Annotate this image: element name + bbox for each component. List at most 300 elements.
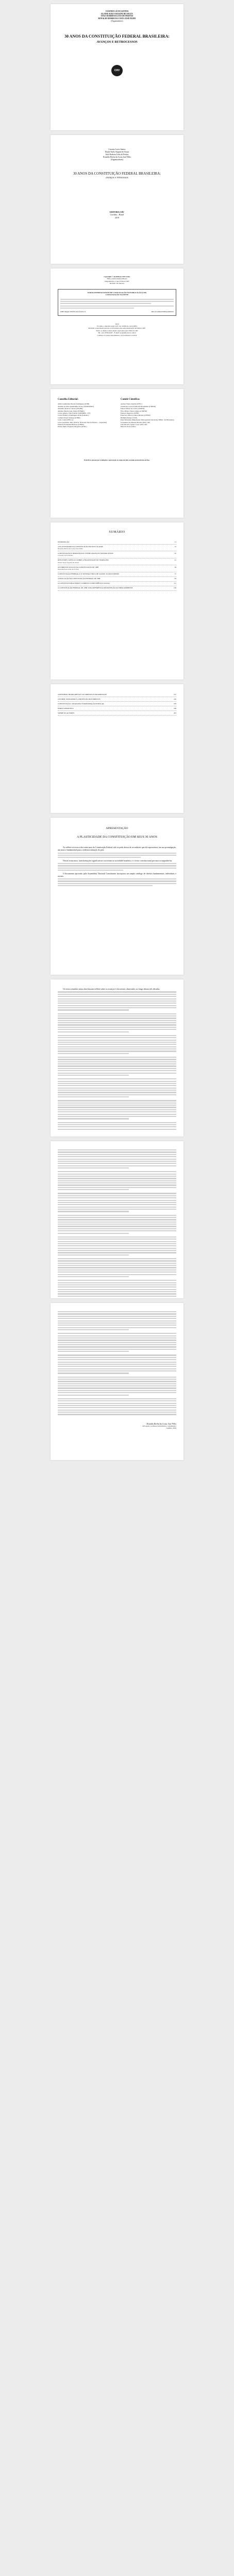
toc-entry-author: Elaine Suely Seguini de Souza	[58, 561, 79, 564]
text-line	[58, 1007, 176, 1008]
committee-member: Helmuth Krüger (UCP)	[121, 416, 138, 419]
toc-list	[58, 692, 176, 716]
text-line	[58, 1329, 129, 1330]
text-line	[58, 1159, 176, 1160]
text-line	[58, 1255, 129, 1256]
council-member: Antônio Pereira Gaio Júnior (UFRRJ)	[58, 410, 85, 412]
text-line	[58, 1094, 176, 1095]
toc-entry-page: 111	[174, 582, 176, 585]
council-heading: Conselho Editorial:	[58, 398, 79, 401]
cip-text-line	[60, 306, 174, 307]
text-line	[58, 1005, 176, 1006]
text-line	[58, 1289, 176, 1290]
toc-entry-page: 59	[174, 566, 176, 568]
toc-entry[interactable]	[58, 697, 176, 702]
text-line	[58, 1167, 129, 1168]
toc-entry[interactable]	[58, 582, 176, 586]
toc-entry-title: ÍNDICE REMISSIVO	[58, 707, 74, 709]
text-line	[58, 1233, 129, 1234]
text-block	[58, 991, 176, 1129]
toc-entry-title: A REFORMA TRABALHISTA E OS DIREITOS FUNDAMENTAIS	[58, 693, 107, 696]
council-member: Celso Conti (UFSCar)	[58, 419, 74, 421]
text-line	[58, 1291, 176, 1292]
text-line	[58, 1383, 176, 1384]
text-line	[58, 1118, 129, 1119]
text-block	[58, 1149, 176, 1297]
text-line	[58, 1154, 176, 1155]
toc-entry[interactable]	[58, 565, 176, 572]
text-line	[58, 1081, 176, 1082]
cover-author: ELAINE SUELY SEGUINI DE SOUZA	[101, 12, 133, 15]
committee-member: Edson Olivari de Castro (UNESP)	[121, 408, 145, 410]
toc-entry-title: A PLASTICIDADE DA CONSTITUIÇÃO EM SEUS 30 ANOS Ronaldo Borba da Costa José Filho	[58, 546, 169, 550]
review-credit: Revisão: Os Autores	[110, 282, 124, 285]
toc-entry-page: 165	[173, 698, 176, 700]
text-line	[58, 853, 176, 854]
text-line	[58, 1346, 176, 1347]
text-line	[58, 1276, 129, 1277]
design-credit: Diagramação e Capa: Editora CRV	[105, 280, 129, 282]
text-line	[58, 1219, 176, 1220]
text-line	[58, 1398, 176, 1399]
text-line	[58, 1156, 176, 1157]
text-line	[58, 1065, 176, 1066]
toc-entry[interactable]	[58, 551, 176, 558]
cover-author: ITALO BARBOSA LEÃO DE FREITAS	[101, 15, 133, 18]
committee-member: João Ricardo Lebert Cozac (PUC-SP)	[121, 423, 147, 426]
toc-entry-page: 129	[173, 587, 176, 589]
text-line	[58, 1176, 176, 1177]
text-line	[58, 1344, 176, 1345]
text-line	[58, 1020, 176, 1021]
text-line	[58, 1379, 176, 1380]
text-line	[58, 1405, 176, 1406]
text-line	[58, 1059, 176, 1060]
text-line	[58, 1046, 176, 1047]
text-line	[58, 1372, 129, 1374]
text-line	[58, 1241, 176, 1242]
text-line	[58, 1178, 176, 1179]
toc-entry-page: 93	[174, 578, 176, 580]
cip-box	[58, 289, 176, 316]
text-line	[58, 1362, 176, 1363]
text-line	[58, 1050, 176, 1052]
text-line	[58, 1325, 176, 1326]
text-line	[58, 1163, 176, 1164]
signature-note: Advogado, professor universitário e organizador	[142, 1425, 176, 1427]
text-line	[58, 1009, 129, 1010]
cover-title: 30 ANOS DA CONSTITUIÇÃO FEDERAL BRASILEIRA:	[64, 34, 170, 39]
text-line	[58, 991, 176, 992]
text-line	[58, 1377, 176, 1378]
text-line	[58, 1195, 176, 1196]
text-line	[58, 1200, 176, 1201]
text-line	[58, 1236, 176, 1238]
text-line	[58, 1385, 176, 1386]
text-line	[58, 1357, 176, 1358]
committee-member: Érico Bruno Viana Campos (UNESP)	[121, 410, 147, 412]
text-line	[58, 1057, 176, 1058]
toc-entry-title: OS DIREITOS SOCIAIS NA CONSTITUIÇÃO DE 1988 Italo Barbosa Leão de Freitas	[58, 566, 169, 571]
paragraph: Ao refletir-se acerca dos trinta anos da Constituição Federal, não se pode deixar de reconhecer que ela representou, em sua promulgação, um marco fundamental para a redemocratização do país.	[58, 845, 176, 852]
page-toc	[51, 522, 183, 680]
text-line	[58, 1265, 176, 1266]
text-line	[58, 1252, 176, 1253]
text-line	[58, 1018, 176, 1019]
text-line	[58, 1182, 176, 1183]
text-line	[58, 1202, 176, 1203]
text-line	[58, 1040, 176, 1041]
chapter-title: A PLASTICIDADE DA CONSTITUIÇÃO EM SEUS 30 ANOS	[77, 836, 157, 839]
toc-entry-title: CONSTITUIÇÃO FEDERAL E O SISTEMA ÚNICO DE SAÚDE: 30 ANOS DEPOIS	[58, 573, 120, 575]
toc-entry-title: CONSTITUIÇÃO E DEMOCRACIA: ENTRE AVANÇOS E RETROCESSOS Cesonio Lucio Santos	[58, 552, 169, 557]
committee-member: Andrea Vieira Zanella (UFSC)	[121, 403, 142, 405]
text-line	[58, 1107, 176, 1108]
text-line	[58, 1342, 176, 1343]
paragraph: Os textos reunidos nesta obra buscam refletir sobre os avanços e retrocessos observados ao longo dessas três décadas.	[63, 988, 160, 990]
paragraph: Nesses trinta anos, transformações significativas ocorreram na sociedade brasileira, e o texto constitucional precisou acompanhá-las.	[63, 859, 173, 862]
text-line	[58, 1414, 176, 1415]
text-line	[58, 1180, 176, 1181]
council-member: Carlos Alberto Vilar Estêvão (UMINHO – PT)	[58, 412, 91, 414]
text-line	[58, 1024, 176, 1025]
text-line	[58, 1124, 176, 1125]
cover-subtitle: AVANÇOS E RETROCESSOS	[96, 41, 138, 44]
committee-member: Jacqueline de Oliveira Moreira (PUC-SP)	[121, 421, 150, 423]
text-line	[58, 1031, 129, 1032]
text-line	[58, 885, 153, 886]
text-line	[58, 1364, 176, 1365]
text-block	[58, 1311, 176, 1415]
page-toc-cont	[51, 684, 183, 813]
text-line	[58, 1022, 176, 1023]
committee-member: Fauston Negreiros (UFPI)	[121, 412, 139, 414]
toc-entry-title: A CONSTITUIÇÃO FEDERAL DE 1988: UMA REFERÊNCIA DE PROTEÇÃO AO MEIO AMBIENTE	[58, 587, 133, 589]
committee-member: Ilana Mountian (Manchester Metropolitan University, MMU, Grã-Bretanha)	[121, 419, 174, 421]
text-line	[58, 1063, 176, 1064]
text-line	[58, 1209, 176, 1210]
toc-entry-page: 41	[174, 559, 176, 562]
text-line	[58, 857, 141, 858]
text-line	[58, 1318, 176, 1319]
text-line	[58, 1090, 176, 1091]
cover-author: CESONIO LUCIO SANTOS	[105, 10, 129, 12]
text-line	[58, 1248, 176, 1249]
doi: DOI 10.24824/978854440000.0	[151, 311, 174, 313]
text-line	[58, 1184, 176, 1185]
text-line	[58, 1337, 176, 1338]
toc-list	[58, 540, 176, 591]
text-line	[58, 868, 176, 869]
text-line	[58, 855, 176, 856]
text-line	[58, 1088, 176, 1089]
text-line	[58, 1103, 176, 1104]
toc-entry[interactable]	[58, 711, 176, 716]
text-line	[58, 1215, 176, 1216]
text-line	[58, 1349, 176, 1350]
presentation-heading: APRESENTAÇÃO	[106, 827, 128, 830]
toc-entry-title: CONSTITUIÇÃO, CIDADANIA E PARTICIPAÇÃO POPULAR	[58, 702, 104, 705]
text-line	[58, 1366, 176, 1367]
text-line	[58, 1207, 176, 1208]
text-line	[58, 1258, 176, 1259]
text-line	[58, 1313, 176, 1314]
toc-entry-title: REFLEXÕES CRÍTICAS SOBRE A FRAGILIDADE DO TRABALHO Elaine Suely Seguini de Souza	[58, 559, 169, 564]
council-member: Carlos Federico Dominguez Avila (Unieuro)	[58, 414, 89, 417]
cip-heading: DADOS INTERNACIONAIS DE CATALOGAÇÃO NA PUBLICAÇÃO (CIP) CATALOGAÇÃO NA FONTE	[87, 291, 147, 296]
toc-entry[interactable]	[58, 545, 176, 551]
council-member: Anselmo Alencar Colares (UFOPA)	[58, 408, 83, 410]
text-line	[58, 1280, 176, 1281]
cip-text-line	[60, 299, 174, 300]
toc-entry-page: 203	[173, 711, 176, 714]
isbn: ISBN Digital 978-85-444-XXXX-X	[60, 311, 86, 313]
text-line	[58, 1037, 176, 1038]
toc-entry-author: Ronaldo Borba da Costa José Filho	[58, 548, 83, 550]
text-line	[58, 1001, 176, 1002]
text-line	[58, 1114, 176, 1115]
toc-entry-author: Italo Barbosa Leão de Freitas	[58, 568, 79, 571]
text-line	[58, 1316, 176, 1317]
text-line	[58, 1368, 176, 1369]
committee-heading: Comitê Científico:	[121, 398, 140, 401]
toc-entry[interactable]	[58, 702, 176, 706]
text-line	[58, 1407, 176, 1408]
text-line	[58, 1387, 176, 1388]
text-line	[58, 883, 176, 884]
committee-member: Christiane Carrijo Eckhardt Mouammar (UNESP)	[121, 405, 156, 408]
toc-heading: SUMÁRIO	[109, 531, 125, 534]
text-line	[58, 1284, 176, 1285]
text-line	[58, 1070, 176, 1071]
text-line	[58, 1013, 176, 1014]
text-line	[58, 1245, 176, 1246]
page-cover	[51, 4, 183, 130]
text-line	[58, 1239, 176, 1240]
text-line	[58, 1083, 176, 1084]
text-line	[58, 1211, 129, 1212]
text-line	[58, 1311, 176, 1312]
text-line	[58, 863, 176, 864]
committee-member: Francisco Nilton Gomes Oliveira (UFSM)	[121, 414, 151, 417]
text-line	[58, 1165, 176, 1166]
text-line	[58, 1410, 176, 1411]
toc-entry[interactable]	[58, 558, 176, 565]
text-line	[58, 1003, 176, 1004]
cover-authors	[58, 10, 176, 22]
toc-entry-title: O PODER JUDICIÁRIO E A PROTEÇÃO DOS DIREITOS	[58, 698, 101, 700]
toc-entry-title: INTRODUÇÃO	[58, 540, 70, 543]
text-line	[58, 1193, 176, 1194]
book-subtitle: avanços e retrocessos	[106, 176, 128, 179]
editor-name: Ronaldo Borba da Costa José Filho	[103, 156, 131, 158]
text-line	[58, 1296, 176, 1297]
text-line	[58, 1340, 176, 1341]
text-line	[58, 1061, 176, 1062]
text-line	[58, 1354, 176, 1355]
paragraph: O documento aprovado pela Assembleia Nacional Constituinte incorporou um amplo catálogo de direitos fundamentais, individuais e sociais.	[58, 872, 176, 877]
text-line	[58, 1126, 176, 1127]
text-line	[58, 1109, 176, 1110]
text-line	[58, 1263, 176, 1264]
text-line	[58, 1161, 176, 1162]
text-line	[58, 1269, 176, 1270]
book-title: 30 ANOS DA CONSTITUIÇÃO FEDERAL BRASILEIRA:	[73, 171, 161, 176]
text-line	[58, 1042, 176, 1043]
publisher-name: EDITORA CRV	[110, 211, 124, 214]
text-line	[58, 1073, 176, 1074]
text-line	[58, 1335, 176, 1336]
text-line	[58, 1129, 176, 1130]
review-note: Este livro passou por avaliação e aprovação às cegas de dois ou mais pareceristas ad hoc.	[84, 459, 150, 461]
text-line	[58, 1204, 176, 1205]
toc-entry[interactable]	[58, 586, 176, 591]
text-line	[58, 1320, 176, 1321]
page-text	[51, 979, 183, 1137]
text-line	[58, 1390, 176, 1391]
editor-name: Cesonio Lucio Santos	[108, 148, 126, 150]
text-line	[58, 1381, 176, 1382]
text-line	[58, 1149, 176, 1150]
text-line	[58, 1327, 176, 1328]
text-line	[58, 1044, 176, 1045]
editor-role: (Organizadores)	[110, 158, 124, 161]
text-line	[58, 1400, 176, 1401]
text-line	[58, 1100, 176, 1101]
text-line	[58, 1323, 176, 1324]
toc-entry-page: 77	[174, 573, 176, 575]
toc-entry-title: O CONSTITUCIONALISMO E O DIREITO À PREVIDÊNCIA SOCIAL	[58, 582, 110, 585]
text-line	[58, 1274, 176, 1275]
text-line	[58, 1333, 176, 1334]
council-member: Aldira Guimarães Duarte Domínguez (UNB)	[58, 403, 90, 405]
council-member: Eduardo Fernandes Barbosa (UFMG)	[58, 423, 85, 426]
text-line	[58, 1105, 176, 1106]
toc-entry-page: 183	[173, 702, 176, 705]
text-line	[58, 998, 176, 999]
text-line	[58, 1015, 176, 1016]
signature-name: Ronaldo Borba da Costa José Filho	[146, 1422, 176, 1425]
text-line	[58, 1122, 176, 1123]
text-line	[58, 1250, 176, 1251]
text-line	[58, 1053, 129, 1054]
text-line	[58, 865, 176, 866]
publication-year: 2019	[115, 216, 119, 219]
page-council	[51, 389, 183, 518]
text-line	[58, 1226, 176, 1227]
text-line	[58, 1243, 176, 1244]
text-line	[58, 1035, 176, 1036]
council-member: Elione Maria Nogueira Diogenes (UFAL)	[58, 426, 87, 428]
text-line	[58, 1403, 176, 1404]
text-line	[58, 1116, 176, 1117]
toc-entry-title: SOBRE OS AUTORES	[58, 711, 75, 714]
text-line	[58, 1395, 129, 1396]
text-line	[58, 878, 176, 879]
editor-chief: Editor-chefe: Railson Moura	[107, 278, 127, 280]
cip-text-line	[60, 303, 151, 304]
text-line	[58, 1151, 176, 1153]
text-line	[58, 1392, 176, 1393]
text-line	[58, 1351, 129, 1352]
cover-role: (Organizadores)	[111, 20, 123, 22]
text-line	[58, 880, 176, 882]
toc-entry-page: 25	[174, 552, 176, 555]
committee-member: Marcelo Porto (UEG)	[121, 426, 136, 428]
toc-entry-page: 147	[173, 693, 176, 696]
text-line	[58, 1197, 176, 1198]
text-line	[58, 1217, 176, 1218]
cip-text-line	[60, 301, 174, 302]
page-text	[51, 1141, 183, 1298]
council-member: Andréia da Silva Quintanilha Sousa (UNIR/UFRN)	[58, 405, 94, 408]
page-closing	[51, 1303, 183, 1460]
page-credits	[51, 268, 183, 384]
text-line	[58, 1092, 176, 1093]
council-member: Carmen Tereza Velanga (UNIR)	[58, 416, 80, 419]
cover-author: RONALDO BORBA DA COSTA JOSÉ FILHO	[98, 18, 136, 20]
signature-place: Curitiba, 2019	[166, 1427, 176, 1430]
text-line	[58, 1096, 129, 1097]
toc-entry[interactable]	[58, 540, 176, 545]
text-line	[58, 1078, 176, 1079]
publisher-city: Curitiba – Brasil	[110, 213, 124, 216]
text-line	[58, 1286, 176, 1287]
text-line	[58, 1224, 176, 1225]
text-line	[58, 1187, 176, 1188]
toc-entry[interactable]	[58, 572, 176, 577]
copyright-line: Copyright © da Editora CRV Ltda.	[104, 276, 130, 278]
editor-name: Italo Barbosa Leão de Freitas	[105, 153, 129, 156]
editor-name: Elaine Suely Seguini de Souza	[105, 150, 129, 153]
publisher-logo: CRV	[111, 65, 123, 76]
text-line	[58, 1029, 176, 1030]
text-line	[58, 1111, 176, 1112]
text-line	[58, 1293, 176, 1294]
toc-entry[interactable]	[58, 692, 176, 697]
council-member: Cesar Gerónimo Tello (Univer. Nacional Três de Febrero – Argentina)	[58, 421, 107, 423]
text-line	[58, 1228, 176, 1229]
council-column	[58, 398, 113, 428]
toc-entry-author: Cesonio Lucio Santos	[58, 554, 73, 557]
text-line	[58, 1075, 129, 1076]
toc-entry-title: A EDUCAÇÃO NA CONSTITUIÇÃO FEDERAL DE 1988	[58, 578, 101, 580]
text-line	[58, 1370, 176, 1371]
text-line	[58, 1027, 176, 1028]
text-line	[58, 1068, 176, 1069]
text-line	[58, 1048, 176, 1049]
text-line	[58, 1412, 176, 1413]
text-line	[58, 1174, 176, 1175]
credits-footer: 2019 Foi feito o depósito legal conf. Lei 10.994 de 14/12/2004 Proibida a reprodução parcial ou total desta obra sem autorização da Editora CRV Todos os direitos desta edição reservados pela: Editora CRV Tel.: (41) 3039-6418 – E-mail: sac@editoracrv.com.br Conheça os nossos lançamentos: www.editoracrv.com.br	[88, 323, 146, 336]
toc-entry-page: 11	[174, 540, 176, 543]
cip-text-line	[60, 308, 134, 309]
text-line	[58, 1189, 129, 1190]
text-line	[58, 994, 176, 995]
text-line	[58, 870, 123, 871]
text-line	[58, 1230, 176, 1231]
toc-entry[interactable]	[58, 706, 176, 711]
toc-entry-page: 13	[174, 545, 176, 548]
page-title	[51, 135, 183, 264]
committee-column	[121, 398, 176, 428]
text-line	[58, 1085, 176, 1086]
text-line	[58, 1222, 176, 1223]
text-line	[58, 1282, 176, 1283]
text-line	[58, 1267, 176, 1268]
toc-entry-page: 199	[173, 707, 176, 709]
text-line	[58, 1260, 176, 1261]
